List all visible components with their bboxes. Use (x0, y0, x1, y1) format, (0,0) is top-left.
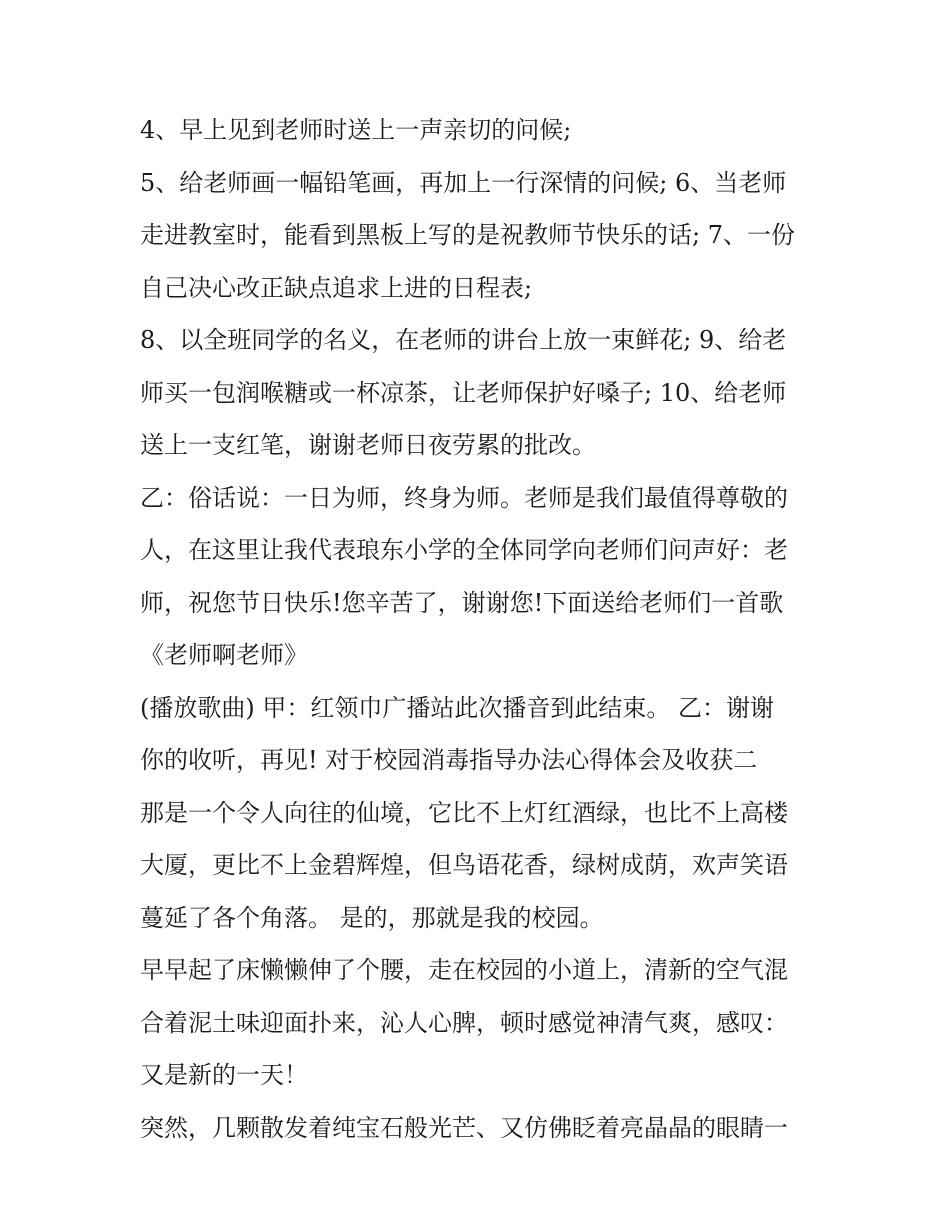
text-line: 突然，几颗散发着纯宝石般光芒、又仿佛眨着亮晶晶的眼睛一 (140, 1113, 788, 1142)
text-line: 人，在这里让我代表琅东小学的全体同学向老师们问声好：老 (140, 536, 788, 564)
text-line: 那是一个令人向往的仙境，它比不上灯红酒绿，也比不上高楼 (140, 798, 788, 827)
text-line: 《老师啊老师》 (140, 641, 308, 669)
text-line: 早早起了床懒懒伸了个腰，走在校园的小道上，清新的空气混 (140, 956, 788, 984)
text-line: 又是新的一天！ (140, 1061, 308, 1089)
text-line: 大厦，更比不上金碧辉煌，但鸟语花香，绿树成荫，欢声笑语 (140, 851, 788, 879)
text-line: 师买一包润喉糖或一杯凉茶，让老师保护好嗓子; 10、给老师 (140, 378, 787, 407)
text-line: 4、早上见到老师时送上一声亲切的问候; (140, 116, 572, 144)
document-text (140, 104, 820, 1154)
text-line: (播放歌曲) 甲：红领巾广播站此次播音到此结束。 乙：谢谢 (140, 693, 774, 722)
text-line: 走进教室时，能看到黑板上写的是祝教师节快乐的话; 7、一份 (140, 221, 795, 249)
text-line: 自己决心改正缺点追求上进的日程表; (140, 273, 533, 302)
text-line: 8、以全班同学的名义，在老师的讲台上放一束鲜花; 9、给老 (140, 326, 787, 354)
text-line: 你的收听，再见! 对于校园消毒指导办法心得体会及收获二 (140, 746, 758, 774)
text-line: 师，祝您节日快乐!您辛苦了，谢谢您!下面送给老师们一首歌 (140, 588, 784, 617)
text-line: 送上一支红笔，谢谢老师日夜劳累的批改。 (140, 431, 596, 459)
text-line: 合着泥土味迎面扑来，沁人心脾，顿时感觉神清气爽，感叹： (140, 1008, 788, 1037)
text-line: 乙：俗话说：一日为师，终身为师。老师是我们最值得尊敬的 (140, 483, 788, 512)
text-line: 5、给老师画一幅铅笔画，再加上一行深情的问候; 6、当老师 (140, 168, 787, 197)
text-line: 蔓延了各个角落。 是的，那就是我的校园。 (140, 903, 604, 932)
